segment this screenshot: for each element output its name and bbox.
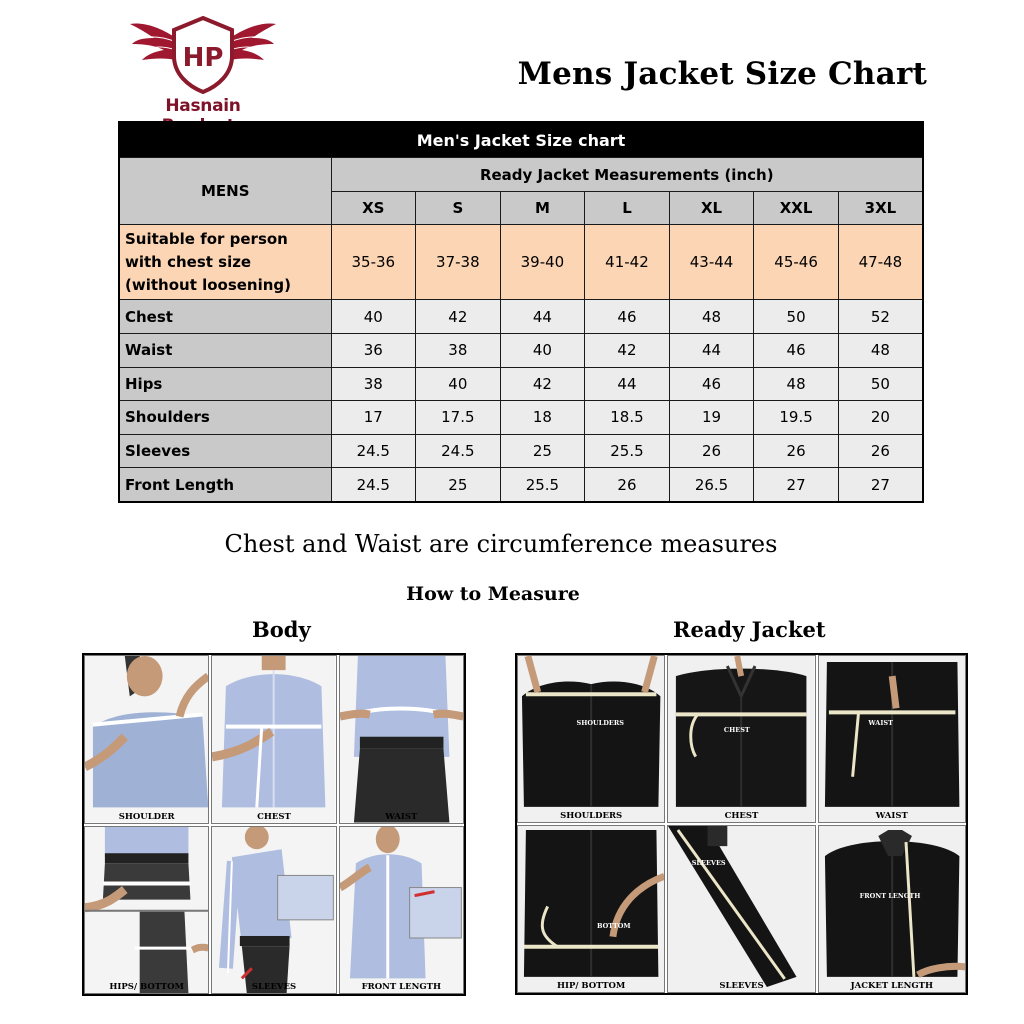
body-photo-waist <box>339 655 464 824</box>
table-cell: 40 <box>416 367 501 401</box>
jacket-chest-image <box>668 656 814 822</box>
row-label: Sleeves <box>119 434 331 468</box>
jacket-photo-length <box>818 825 966 993</box>
table-row <box>119 434 923 468</box>
group-header: Ready Jacket Measurements (inch) <box>331 158 923 192</box>
fit-cell: 41-42 <box>585 225 670 300</box>
table-cell: 48 <box>838 333 923 367</box>
size-header: 3XL <box>838 192 923 225</box>
table-cell: 26 <box>754 434 839 468</box>
table-cell: 25 <box>500 434 585 468</box>
size-header: S <box>416 192 501 225</box>
table-row <box>119 300 923 334</box>
table-cell: 24.5 <box>416 434 501 468</box>
table-cell: 26 <box>585 468 670 502</box>
jacket-photo-bottom <box>517 825 665 993</box>
brand-name: Hasnain <box>165 96 241 116</box>
jacket-sleeves-image <box>668 826 814 992</box>
body-photo-chest <box>211 655 336 824</box>
table-cell: 42 <box>416 300 501 334</box>
jacket-waist-image <box>819 656 965 822</box>
body-photo-front-length <box>339 826 464 995</box>
fit-cell: 37-38 <box>416 225 501 300</box>
size-header: M <box>500 192 585 225</box>
row-label: Front Length <box>119 468 331 502</box>
jacket-caption: CHEST <box>724 811 759 821</box>
jacket-inner-label: BOTTOM <box>597 922 631 931</box>
jacket-inner-label: WAIST <box>868 719 893 728</box>
jacket-caption: HIP/ BOTTOM <box>556 981 626 991</box>
jacket-section-title: Ready Jacket <box>673 617 826 642</box>
table-cell: 27 <box>838 468 923 502</box>
table-cell: 24.5 <box>331 468 416 502</box>
body-photo-hips <box>84 826 209 995</box>
table-cell: 52 <box>838 300 923 334</box>
brand-logo <box>128 8 278 120</box>
table-cell: 27 <box>754 468 839 502</box>
table-cell: 46 <box>669 367 754 401</box>
table-cell: 25.5 <box>585 434 670 468</box>
body-caption: SLEEVES <box>251 982 297 992</box>
table-cell: 19.5 <box>754 401 839 435</box>
jacket-photo-sleeves <box>667 825 815 993</box>
body-photo-shoulder <box>84 655 209 824</box>
chest-photo-image <box>212 656 335 823</box>
table-caption: Men's Jacket Size chart <box>119 122 923 158</box>
table-cell: 48 <box>669 300 754 334</box>
jacket-caption: WAIST <box>875 811 908 821</box>
table-cell: 25 <box>416 468 501 502</box>
fit-cell: 43-44 <box>669 225 754 300</box>
table-cell: 44 <box>669 333 754 367</box>
table-cell: 42 <box>500 367 585 401</box>
fit-row <box>119 225 923 300</box>
jacket-length-image <box>819 826 965 992</box>
table-cell: 18 <box>500 401 585 435</box>
body-caption: HIPS/ BOTTOM <box>109 982 184 992</box>
table-row <box>119 367 923 401</box>
table-cell: 42 <box>585 333 670 367</box>
jacket-caption: SLEEVES <box>719 981 764 991</box>
size-chart-table <box>118 121 924 503</box>
sleeves-photo-image <box>212 827 335 994</box>
size-header: XS <box>331 192 416 225</box>
shoulder-photo-image <box>85 656 208 823</box>
table-cell: 24.5 <box>331 434 416 468</box>
measurement-note: Chest and Waist are circumference measures <box>224 530 778 558</box>
table-cell: 40 <box>331 300 416 334</box>
fit-cell: 35-36 <box>331 225 416 300</box>
table-row <box>119 333 923 367</box>
size-header: XXL <box>754 192 839 225</box>
body-caption: FRONT LENGTH <box>361 982 442 992</box>
table-cell: 44 <box>585 367 670 401</box>
corner-label: MENS <box>119 158 331 225</box>
table-cell: 26.5 <box>669 468 754 502</box>
body-caption: SHOULDER <box>118 811 175 822</box>
jacket-caption: JACKET LENGTH <box>850 981 933 991</box>
fit-row-label: Suitable for person with chest size (without loosening) <box>119 225 331 300</box>
body-caption: CHEST <box>257 811 291 822</box>
table-cell: 36 <box>331 333 416 367</box>
size-header: L <box>585 192 670 225</box>
jacket-bottom-image <box>518 826 664 992</box>
table-cell: 48 <box>754 367 839 401</box>
fit-cell: 39-40 <box>500 225 585 300</box>
table-cell: 44 <box>500 300 585 334</box>
jacket-measure-grid <box>515 653 968 995</box>
table-cell: 50 <box>838 367 923 401</box>
table-cell: 40 <box>500 333 585 367</box>
body-measure-grid <box>82 653 466 996</box>
jacket-photo-shoulders <box>517 655 665 823</box>
table-row <box>119 401 923 435</box>
jacket-photo-waist <box>818 655 966 823</box>
jacket-inner-label: SHOULDERS <box>576 719 624 728</box>
row-label: Hips <box>119 367 331 401</box>
table-cell: 25.5 <box>500 468 585 502</box>
jacket-inner-label: FRONT LENGTH <box>859 892 921 901</box>
table-cell: 38 <box>416 333 501 367</box>
row-label: Waist <box>119 333 331 367</box>
fit-cell: 45-46 <box>754 225 839 300</box>
table-cell: 19 <box>669 401 754 435</box>
body-caption: WAIST <box>385 811 418 822</box>
table-cell: 17 <box>331 401 416 435</box>
winged-shield-icon <box>128 8 278 98</box>
table-cell: 38 <box>331 367 416 401</box>
how-to-measure-heading: How to Measure <box>406 583 580 605</box>
table-cell: 26 <box>669 434 754 468</box>
body-section-title: Body <box>252 617 311 642</box>
table-row <box>119 468 923 502</box>
row-label: Shoulders <box>119 401 331 435</box>
table-cell: 20 <box>838 401 923 435</box>
svg-text:HP: HP <box>182 43 224 73</box>
table-cell: 26 <box>838 434 923 468</box>
body-photo-sleeves <box>211 826 336 995</box>
jacket-inner-label: SLEEVES <box>691 859 726 868</box>
table-cell: 46 <box>585 300 670 334</box>
row-label: Chest <box>119 300 331 334</box>
page-title: Mens Jacket Size Chart <box>517 56 927 92</box>
front-length-photo-image <box>340 827 463 994</box>
size-header: XL <box>669 192 754 225</box>
jacket-inner-label: CHEST <box>723 725 750 734</box>
waist-photo-image <box>340 656 463 823</box>
jacket-photo-chest <box>667 655 815 823</box>
jacket-caption: SHOULDERS <box>560 811 623 821</box>
table-cell: 18.5 <box>585 401 670 435</box>
jacket-shoulders-image <box>518 656 664 822</box>
table-cell: 17.5 <box>416 401 501 435</box>
hips-photo-image <box>85 827 208 994</box>
table-cell: 50 <box>754 300 839 334</box>
table-cell: 46 <box>754 333 839 367</box>
fit-cell: 47-48 <box>838 225 923 300</box>
